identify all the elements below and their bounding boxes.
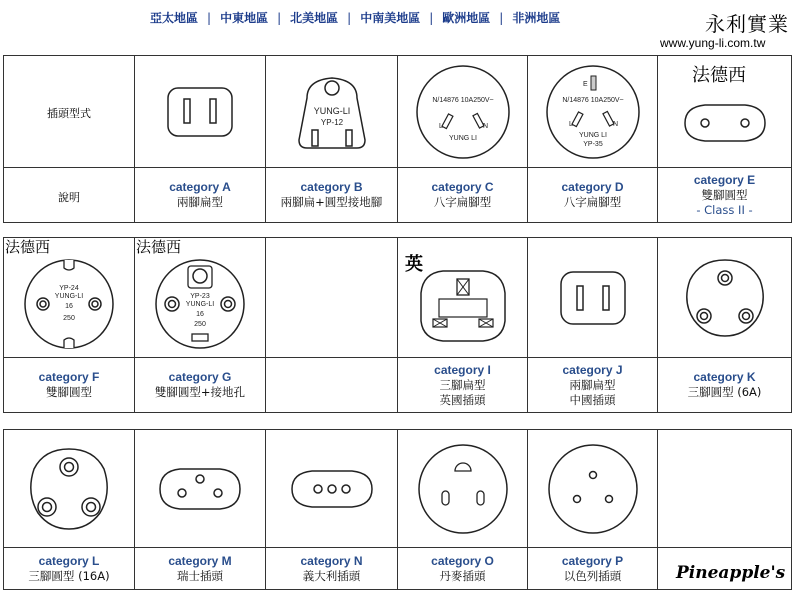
plug-p-icon [543, 439, 643, 539]
row-header-type-cell [4, 56, 135, 168]
plug-d-text3: YP-35 [582, 140, 603, 148]
category-e: category E [693, 172, 756, 187]
label-cell-c [398, 168, 528, 223]
plug-d-l: L [568, 120, 573, 128]
row-header-desc: 說明 [58, 190, 80, 204]
plug-image-g [135, 238, 266, 358]
plug-d-text2: YUNG LI [578, 131, 607, 139]
desc-n: 義大利插頭 [302, 568, 361, 583]
plug-c-icon [413, 62, 513, 162]
plug-c-text2: YUNG LI [448, 134, 477, 142]
label-cell-l [4, 548, 135, 590]
category-a: category A [169, 180, 231, 194]
category-j: category J [562, 362, 623, 377]
category-g: category G [168, 370, 232, 384]
desc-l: 三腳圓型 (16A) [28, 568, 110, 583]
label-cell-a [135, 168, 266, 223]
plug-b-icon [287, 70, 377, 154]
label-cell-m [135, 548, 266, 590]
plug-d-e: E [582, 80, 588, 88]
label-cell-o [398, 548, 528, 590]
nav-latin-america[interactable]: 中南美地區 [360, 11, 421, 25]
plug-f-text2: YUNG-LI [54, 292, 84, 300]
label-cell-p [528, 548, 658, 590]
plug-g-text3: 16 [196, 310, 204, 318]
desc-e: 雙腳圓型 [701, 187, 748, 202]
desc-o: 丹麥插頭 [439, 568, 486, 583]
label-cell-b [266, 168, 398, 223]
plug-image-o [398, 430, 528, 548]
plug-image-k [658, 238, 792, 358]
desc-m: 瑞士插頭 [177, 568, 223, 583]
signature: Pineapple's [676, 563, 786, 583]
label-cell-n [266, 548, 398, 590]
category-i: category I [434, 362, 491, 377]
plug-f-icon [17, 254, 121, 352]
nav-europe[interactable]: 歐洲地區 [442, 11, 491, 25]
desc-p: 以色列插頭 [563, 568, 622, 583]
desc-c: 八字扁腳型 [433, 195, 492, 209]
plug-f-text4: 250 [63, 314, 75, 322]
empty-cell-h [266, 238, 398, 358]
plug-table-2 [3, 237, 792, 413]
plug-image-d [528, 56, 658, 168]
plug-image-n [266, 430, 398, 548]
category-k: category K [693, 370, 756, 384]
label-cell-h [266, 358, 398, 413]
plug-d-text1: N/14876 10A250V~ [561, 96, 624, 104]
label-cell-j [528, 358, 658, 413]
plug-c-l: L [438, 122, 443, 130]
category-l: category L [38, 553, 100, 568]
plug-g-icon [148, 254, 252, 352]
plug-g-text4: 250 [194, 320, 206, 328]
category-b: category B [300, 180, 363, 194]
plug-image-e [658, 56, 792, 168]
plug-k-icon [680, 254, 770, 342]
plug-g-text2: YUNG-LI [185, 300, 215, 308]
region-f: 法德西 [5, 238, 51, 256]
category-p: category P [561, 553, 624, 568]
plug-image-a [135, 56, 266, 168]
label-cell-i [398, 358, 528, 413]
desc-g: 雙腳圓型+接地孔 [154, 385, 246, 399]
plug-f-text3: 16 [65, 302, 73, 310]
plug-j-icon [553, 266, 633, 330]
plug-c-n: N [482, 122, 488, 130]
desc-i-2: 英國插頭 [439, 392, 486, 407]
desc-f: 雙腳圓型 [46, 385, 92, 399]
plug-f-text1: YP-24 [59, 284, 79, 292]
plug-table-3 [3, 429, 792, 590]
nav-separator: | [277, 11, 282, 25]
plug-image-m [135, 430, 266, 548]
category-n: category N [300, 553, 363, 568]
region-i: 英 [405, 254, 423, 275]
nav-asia-pacific[interactable]: 亞太地區 [150, 11, 199, 25]
desc-i: 三腳扁型 [439, 377, 486, 392]
plug-m-icon [152, 461, 248, 517]
plug-image-j [528, 238, 658, 358]
category-o: category O [431, 553, 494, 568]
region-nav [150, 9, 560, 26]
label-cell-e [658, 168, 792, 223]
plug-image-i [398, 238, 528, 358]
empty-cell-q [658, 430, 792, 548]
region-g: 法德西 [136, 238, 182, 256]
plug-image-p [528, 430, 658, 548]
nav-middle-east[interactable]: 中東地區 [220, 11, 269, 25]
label-cell-g [135, 358, 266, 413]
category-c: category C [431, 180, 494, 194]
plug-n-icon [284, 463, 380, 515]
plug-o-icon [413, 439, 513, 539]
desc-j: 兩腳扁型 [569, 377, 616, 392]
desc-b: 兩腳扁+圓型接地腳 [280, 195, 383, 209]
category-m: category M [168, 553, 232, 568]
desc-e-class: - Class II - [696, 202, 753, 217]
plug-b-text1: YUNG-LI [313, 105, 350, 116]
plug-a-icon [160, 82, 240, 142]
plug-table-1 [3, 55, 792, 223]
nav-africa[interactable]: 非洲地區 [512, 11, 561, 25]
nav-separator: | [429, 11, 434, 25]
plug-image-l [4, 430, 135, 548]
brand-url: www.yung-li.com.tw [660, 36, 766, 50]
nav-separator: | [347, 11, 352, 25]
desc-d: 八字扁腳型 [563, 195, 622, 209]
region-note-e: 法德西 [692, 65, 746, 86]
label-cell-k [658, 358, 792, 413]
plug-c-text1: N/14876 10A250V~ [431, 96, 494, 104]
row-header-type: 插頭型式 [47, 107, 91, 120]
nav-separator: | [499, 11, 504, 25]
desc-j-2: 中國插頭 [569, 392, 616, 407]
desc-a: 兩腳扁型 [177, 195, 223, 209]
plug-g-text1: YP-23 [190, 292, 210, 300]
brand-name: 永利實業 [705, 12, 789, 36]
category-f: category F [38, 370, 100, 384]
plug-l-icon [22, 443, 116, 535]
label-cell-d [528, 168, 658, 223]
plug-image-f [4, 238, 135, 358]
plug-e-icon [675, 93, 775, 153]
plug-d-n: N [612, 120, 618, 128]
nav-separator: | [207, 11, 212, 25]
nav-north-america[interactable]: 北美地區 [290, 11, 339, 25]
plug-image-c [398, 56, 528, 168]
desc-k: 三腳圓型 (6A) [687, 385, 762, 399]
label-cell-f [4, 358, 135, 413]
plug-b-text2: YP-12 [320, 117, 343, 127]
category-d: category D [561, 180, 624, 194]
signature-cell [658, 548, 792, 590]
row-header-desc-cell [4, 168, 135, 223]
plug-d-icon [543, 62, 643, 162]
plug-image-b [266, 56, 398, 168]
plug-i-icon [413, 265, 513, 345]
